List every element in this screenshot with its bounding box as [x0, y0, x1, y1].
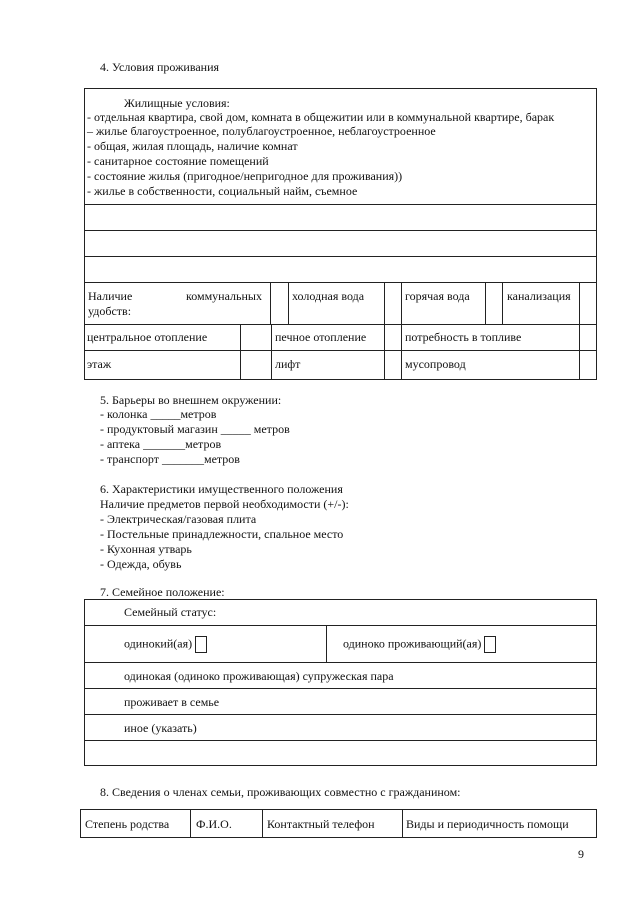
column-header: Ф.И.О. [196, 817, 232, 831]
column-header: Контактный телефон [267, 817, 375, 831]
section-6-subtitle: Наличие предметов первой необходимости (+/-): [100, 497, 349, 511]
page-number: 9 [578, 847, 584, 861]
column-header: Виды и периодичность помощи [406, 817, 569, 831]
housing-item: – жилье благоустроенное, полублагоустроенное, неблагоустроенное [87, 124, 436, 138]
barrier-item: - продуктовый магазин _____ метров [100, 422, 290, 436]
table8-col-line [190, 809, 191, 838]
single-label: одинокий(ая) [124, 636, 193, 651]
table8-left-border [80, 809, 81, 838]
other-label: иное (указать) [124, 721, 197, 735]
fuel-need-label: потребность в топливе [405, 330, 522, 344]
table4-row-line [84, 282, 597, 283]
lift-label: лифт [275, 357, 301, 371]
table7-row-line [84, 688, 597, 689]
property-item: - Постельные принадлежности, спальное место [100, 527, 344, 541]
table4-col-line [502, 282, 503, 324]
table4-right-border [596, 88, 597, 380]
single-checkbox[interactable] [195, 636, 207, 653]
lives-with-family-label: проживает в семье [124, 695, 220, 709]
utilities-label-3: удобств: [88, 304, 132, 318]
cold-water-label: холодная вода [292, 289, 365, 303]
sewer-label: канализация [507, 289, 571, 303]
table4-row-line [84, 204, 597, 205]
barrier-item: - аптека _______метров [100, 437, 222, 451]
table4-row-line [84, 324, 597, 325]
property-item: - Электрическая/газовая плита [100, 512, 257, 526]
family-status-label: Семейный статус: [124, 605, 217, 619]
section-7-title: 7. Семейное положение: [100, 585, 225, 599]
table7-row-line [84, 625, 597, 626]
housing-item: - санитарное состояние помещений [87, 154, 269, 168]
table4-top-border [84, 88, 597, 89]
table4-col-line [579, 324, 580, 379]
table8-top-border [80, 809, 597, 810]
garbage-chute-label: мусопровод [405, 357, 466, 371]
barrier-item: - колонка _____метров [100, 407, 217, 421]
utilities-label-1: Наличие [88, 289, 133, 303]
table4-left-border [84, 88, 85, 380]
table8-col-line [262, 809, 263, 838]
column-header: Степень родства [85, 817, 170, 831]
section-4-title: 4. Условия проживания [100, 60, 220, 74]
table4-col-line [270, 282, 271, 324]
couple-label: одинокая (одиноко проживающая) супружеская пара [124, 669, 394, 683]
table4-col-line [485, 282, 486, 324]
housing-heading: Жилищные условия: [124, 96, 230, 110]
table4-col-line [384, 282, 385, 324]
utilities-label-2: коммунальных [186, 289, 262, 303]
table4-row-line [84, 350, 597, 351]
lives-alone-checkbox[interactable] [484, 636, 496, 653]
table8-row-line [80, 837, 597, 838]
table4-bottom-border [84, 379, 597, 380]
table7-col-line [326, 625, 327, 662]
property-item: - Одежда, обувь [100, 557, 182, 571]
table4-col-line [579, 282, 580, 324]
table7-bottom-border [84, 765, 597, 766]
table4-col-line [240, 324, 241, 379]
table4-col-line [271, 324, 272, 379]
table7-row-line [84, 714, 597, 715]
section-8-title: 8. Сведения о членах семьи, проживающих совместно с гражданином: [100, 785, 461, 799]
single-option [124, 636, 207, 653]
table4-col-line [401, 282, 402, 324]
lives-alone-label: одиноко проживающий(ая) [343, 636, 482, 651]
section-6-title: 6. Характеристики имущественного положения [100, 482, 343, 496]
table7-row-line [84, 662, 597, 663]
property-item: - Кухонная утварь [100, 542, 192, 556]
central-heating-label: центральное отопление [87, 330, 208, 344]
section-5-title: 5. Барьеры во внешнем окружении: [100, 393, 282, 407]
housing-item: - жилье в собственности, социальный найм, съемное [87, 184, 358, 198]
table7-top-border [84, 599, 597, 600]
housing-item: - отдельная квартира, свой дом, комната в общежитии или в коммунальной квартире, барак [87, 110, 555, 124]
table8-right-border [596, 809, 597, 838]
housing-item: - общая, жилая площадь, наличие комнат [87, 139, 298, 153]
floor-label: этаж [87, 357, 112, 371]
barrier-item: - транспорт _______метров [100, 452, 240, 466]
table4-row-line [84, 256, 597, 257]
table4-col-line [384, 324, 385, 379]
table7-row-line [84, 740, 597, 741]
table4-col-line [288, 282, 289, 324]
table8-col-line [402, 809, 403, 838]
table4-row-line [84, 230, 597, 231]
lives-alone-option [343, 636, 496, 653]
housing-item: - состояние жилья (пригодное/непригодное для проживания)) [87, 169, 403, 183]
hot-water-label: горячая вода [405, 289, 470, 303]
table4-col-line [401, 324, 402, 379]
stove-heating-label: печное отопление [275, 330, 367, 344]
